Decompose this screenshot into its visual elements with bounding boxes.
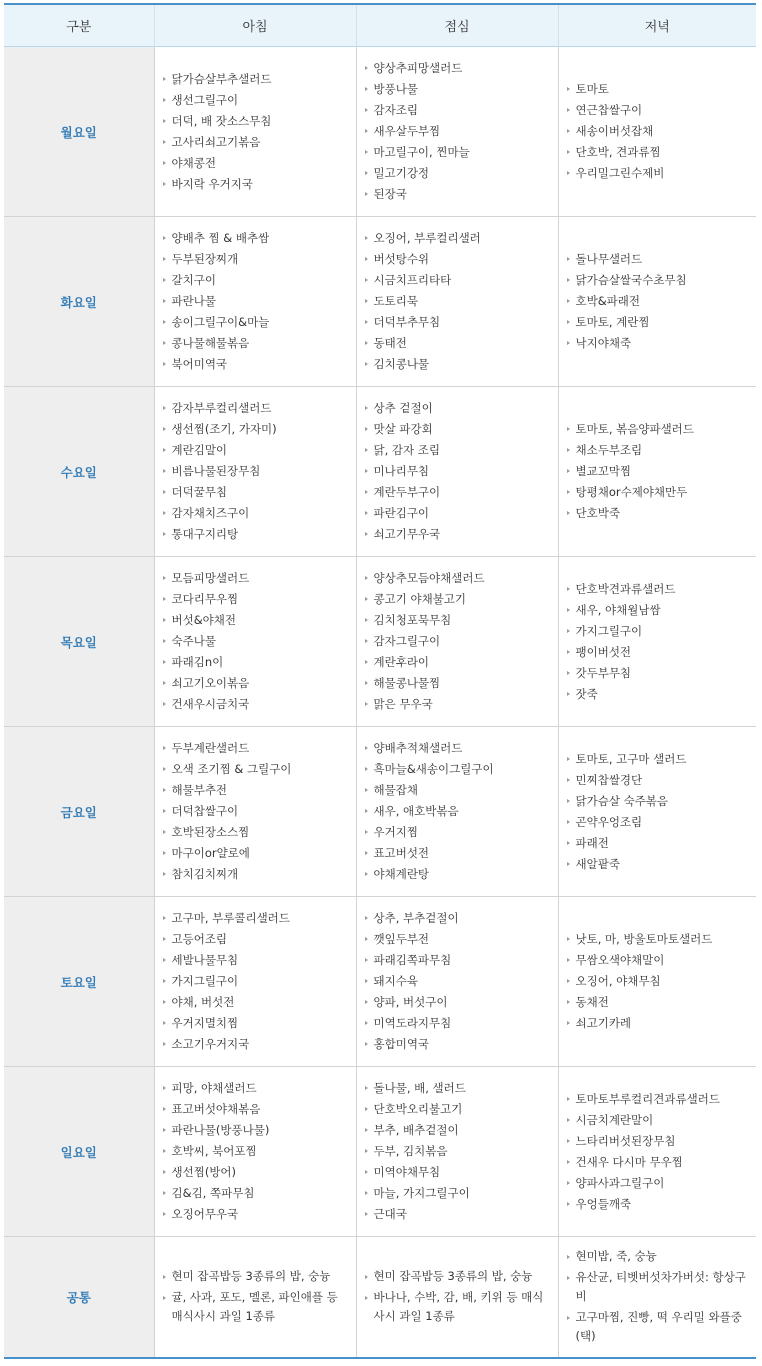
lunch-menu-list: [365, 1078, 554, 1225]
list-item: 동채전: [567, 992, 753, 1013]
list-item: 콩나물해물볶음: [163, 333, 352, 354]
list-item: 파래김쪽파무침: [365, 950, 554, 971]
list-item: 닭가슴살부추샐러드: [163, 69, 352, 90]
lunch-cell: [356, 1067, 558, 1237]
table-row-common: [4, 1237, 756, 1359]
list-item: 채소두부조림: [567, 440, 753, 461]
list-item: 별교꼬막찜: [567, 461, 753, 482]
list-item: 계란후라이: [365, 652, 554, 673]
list-item: 단호박, 견과류찜: [567, 142, 753, 163]
list-item: 파란김구이: [365, 503, 554, 524]
list-item: 야채계란탕: [365, 864, 554, 885]
day-label: 목요일: [4, 557, 154, 727]
dinner-cell: [558, 387, 756, 557]
list-item: 파란나물: [163, 291, 352, 312]
day-label: 월요일: [4, 47, 154, 217]
meal-plan-container: [4, 3, 756, 1359]
list-item: 닭가슴살쌀국수초무침: [567, 270, 753, 291]
list-item: 참치김치찌개: [163, 864, 352, 885]
list-item: 시금치계란말이: [567, 1110, 753, 1131]
list-item: 감자그릴구이: [365, 631, 554, 652]
list-item: 감자부루컬리샐러드: [163, 398, 352, 419]
breakfast-cell: [154, 47, 356, 217]
list-item: 동태전: [365, 333, 554, 354]
list-item: 버섯&야채전: [163, 610, 352, 631]
list-item: 양상추모듬야채샐러드: [365, 568, 554, 589]
header-breakfast: 아침: [154, 4, 356, 47]
list-item: 바지락 우거지국: [163, 174, 352, 195]
list-item: 깻잎두부전: [365, 929, 554, 950]
dinner-cell: [558, 897, 756, 1067]
breakfast-menu-list: [163, 738, 352, 885]
dinner-menu-list: [567, 579, 753, 705]
list-item: 감자조림: [365, 100, 554, 121]
list-item: 낫토, 마, 방울토마토샐러드: [567, 929, 753, 950]
list-item: 북어미역국: [163, 354, 352, 375]
lunch-menu-list: [365, 568, 554, 715]
list-item: 세발나물무침: [163, 950, 352, 971]
list-item: 김&김, 쪽파무침: [163, 1183, 352, 1204]
list-item: 새송이버섯잡채: [567, 121, 753, 142]
list-item: 마늘, 가지그릴구이: [365, 1183, 554, 1204]
list-item: 고등어조림: [163, 929, 352, 950]
list-item: 단호박견과류샐러드: [567, 579, 753, 600]
breakfast-menu-list: [163, 398, 352, 545]
dinner-menu-list: [567, 249, 753, 354]
list-item: 유산균, 티벳버섯차가버섯: 항상구비: [567, 1268, 753, 1306]
breakfast-menu-list: [163, 568, 352, 715]
list-item: 양파, 버섯구이: [365, 992, 554, 1013]
list-item: 야채, 버섯전: [163, 992, 352, 1013]
list-item: 갈치구이: [163, 270, 352, 291]
breakfast-menu-list: [163, 69, 352, 195]
table-row: [4, 1067, 756, 1237]
breakfast-cell: [154, 1237, 356, 1359]
day-label: 공통: [4, 1237, 154, 1359]
list-item: 무쌈오색야채말이: [567, 950, 753, 971]
list-item: 야채콩전: [163, 153, 352, 174]
breakfast-menu-list: [163, 228, 352, 375]
list-item: 돼지수육: [365, 971, 554, 992]
list-item: 콩고기 야채불고기: [365, 589, 554, 610]
list-item: 가지그릴구이: [567, 621, 753, 642]
list-item: 생선찜(방어): [163, 1162, 352, 1183]
list-item: 상추 겉절이: [365, 398, 554, 419]
list-item: 근대국: [365, 1204, 554, 1225]
list-item: 고구마찜, 진빵, 떡 우리밀 와플중(택): [567, 1308, 753, 1346]
breakfast-menu-list: [163, 908, 352, 1055]
list-item: 모듬피망샐러드: [163, 568, 352, 589]
lunch-menu-list: [365, 398, 554, 545]
list-item: 건새우시금치국: [163, 694, 352, 715]
list-item: 잣죽: [567, 684, 753, 705]
breakfast-menu-list: [163, 1267, 352, 1326]
list-item: 토마토, 볶음양파샐러드: [567, 419, 753, 440]
list-item: 오색 조기찜 & 그릴구이: [163, 759, 352, 780]
list-item: 된장국: [365, 184, 554, 205]
list-item: 양배추적채샐러드: [365, 738, 554, 759]
list-item: 파래김n이: [163, 652, 352, 673]
list-item: 버섯탕수위: [365, 249, 554, 270]
list-item: 밀고기강정: [365, 163, 554, 184]
list-item: 송이그릴구이&마늘: [163, 312, 352, 333]
list-item: 호박된장소스찜: [163, 822, 352, 843]
dinner-menu-list: [567, 419, 753, 524]
list-item: 돌나무샐러드: [567, 249, 753, 270]
list-item: 흑마늘&새송이그릴구이: [365, 759, 554, 780]
list-item: 돌나물, 배, 샐러드: [365, 1078, 554, 1099]
list-item: 낙지야채죽: [567, 333, 753, 354]
list-item: 맑은 무우국: [365, 694, 554, 715]
list-item: 비름나물된장무침: [163, 461, 352, 482]
table-body: [4, 47, 756, 1359]
dinner-cell: [558, 1067, 756, 1237]
list-item: 양배추 찜 & 배추쌈: [163, 228, 352, 249]
dinner-cell: [558, 47, 756, 217]
list-item: 파란나물(방풍나물): [163, 1120, 352, 1141]
list-item: 더덕부추무침: [365, 312, 554, 333]
dinner-cell: [558, 557, 756, 727]
header-day: 구분: [4, 4, 154, 47]
list-item: 탕평채or수제야채만두: [567, 482, 753, 503]
list-item: 현미 잡곡밥등 3종류의 밥, 숭늉: [163, 1267, 352, 1286]
list-item: 토마토, 고구마 샐러드: [567, 749, 753, 770]
list-item: 더덕, 배 잣소스무침: [163, 111, 352, 132]
list-item: 방풍나물: [365, 79, 554, 100]
breakfast-cell: [154, 727, 356, 897]
list-item: 건새우 다시마 무우찜: [567, 1152, 753, 1173]
list-item: 시금치프리타타: [365, 270, 554, 291]
list-item: 피망, 야채샐러드: [163, 1078, 352, 1099]
list-item: 팽이버섯전: [567, 642, 753, 663]
day-label: 화요일: [4, 217, 154, 387]
list-item: 더덕꿀무침: [163, 482, 352, 503]
list-item: 쇠고기카레: [567, 1013, 753, 1034]
lunch-cell: [356, 387, 558, 557]
list-item: 고구마, 부루콜리샐러드: [163, 908, 352, 929]
list-item: 소고기우거지국: [163, 1034, 352, 1055]
list-item: 김치청포묵무침: [365, 610, 554, 631]
list-item: 파래전: [567, 833, 753, 854]
day-label: 금요일: [4, 727, 154, 897]
list-item: 우리밀그린수제비: [567, 163, 753, 184]
list-item: 현미 잡곡밥등 3종류의 밥, 숭늉: [365, 1267, 554, 1286]
list-item: 현미밥, 죽, 숭늉: [567, 1247, 753, 1266]
list-item: 닭, 감자 조림: [365, 440, 554, 461]
list-item: 새우, 야채월남쌈: [567, 600, 753, 621]
list-item: 표고버섯야채볶음: [163, 1099, 352, 1120]
dinner-cell: [558, 217, 756, 387]
list-item: 토마토: [567, 79, 753, 100]
list-item: 계란김말이: [163, 440, 352, 461]
lunch-cell: [356, 1237, 558, 1359]
header-lunch: 점심: [356, 4, 558, 47]
dinner-menu-list: [567, 1247, 753, 1346]
table-row: [4, 47, 756, 217]
table-row: [4, 387, 756, 557]
lunch-menu-list: [365, 738, 554, 885]
list-item: 새우, 애호박볶음: [365, 801, 554, 822]
list-item: 김치콩나물: [365, 354, 554, 375]
dinner-cell: [558, 1237, 756, 1359]
list-item: 단호박죽: [567, 503, 753, 524]
dinner-menu-list: [567, 929, 753, 1034]
lunch-menu-list: [365, 908, 554, 1055]
list-item: 우엉들깨죽: [567, 1194, 753, 1215]
list-item: 숙주나물: [163, 631, 352, 652]
lunch-cell: [356, 557, 558, 727]
list-item: 고사리쇠고기볶음: [163, 132, 352, 153]
list-item: 두부, 김치볶음: [365, 1141, 554, 1162]
day-label: 수요일: [4, 387, 154, 557]
lunch-cell: [356, 47, 558, 217]
list-item: 바나나, 수박, 감, 배, 키위 등 매식사시 과일 1종류: [365, 1288, 554, 1326]
list-item: 토마토, 계란찜: [567, 312, 753, 333]
header-dinner: 저녁: [558, 4, 756, 47]
list-item: 홍합미역국: [365, 1034, 554, 1055]
table-row: [4, 727, 756, 897]
list-item: 계란두부구이: [365, 482, 554, 503]
table-row: [4, 217, 756, 387]
list-item: 생선찜(조기, 가자미): [163, 419, 352, 440]
list-item: 코다리무우찜: [163, 589, 352, 610]
list-item: 미역도라지무침: [365, 1013, 554, 1034]
breakfast-cell: [154, 387, 356, 557]
list-item: 토마토부루컬리견과류샐러드: [567, 1089, 753, 1110]
list-item: 오징어무우국: [163, 1204, 352, 1225]
list-item: 갓두부무침: [567, 663, 753, 684]
list-item: 양파사과그릴구이: [567, 1173, 753, 1194]
list-item: 양상추피망샐러드: [365, 58, 554, 79]
list-item: 해물콩나물찜: [365, 673, 554, 694]
breakfast-menu-list: [163, 1078, 352, 1225]
list-item: 새알팥죽: [567, 854, 753, 875]
lunch-menu-list: [365, 58, 554, 205]
lunch-cell: [356, 217, 558, 387]
weekly-meal-table: [4, 3, 756, 1359]
table-row: [4, 897, 756, 1067]
list-item: 두부된장찌개: [163, 249, 352, 270]
lunch-cell: [356, 897, 558, 1067]
lunch-menu-list: [365, 228, 554, 375]
dinner-cell: [558, 727, 756, 897]
breakfast-cell: [154, 897, 356, 1067]
list-item: 감자채치즈구이: [163, 503, 352, 524]
list-item: 맛살 파강회: [365, 419, 554, 440]
list-item: 통대구지리탕: [163, 524, 352, 545]
breakfast-cell: [154, 1067, 356, 1237]
lunch-cell: [356, 727, 558, 897]
list-item: 해물잡채: [365, 780, 554, 801]
list-item: 오징어, 야채무침: [567, 971, 753, 992]
day-label: 토요일: [4, 897, 154, 1067]
breakfast-cell: [154, 557, 356, 727]
list-item: 마고릴구이, 찐마늘: [365, 142, 554, 163]
list-item: 부추, 배추겉절이: [365, 1120, 554, 1141]
dinner-menu-list: [567, 1089, 753, 1215]
list-item: 가지그릴구이: [163, 971, 352, 992]
dinner-menu-list: [567, 79, 753, 184]
list-item: 쇠고기오이볶음: [163, 673, 352, 694]
list-item: 호박&파래전: [567, 291, 753, 312]
list-item: 우거지찜: [365, 822, 554, 843]
table-row: [4, 557, 756, 727]
list-item: 쇠고기무우국: [365, 524, 554, 545]
list-item: 느타리버섯된장무침: [567, 1131, 753, 1152]
list-item: 곤약우엉조림: [567, 812, 753, 833]
list-item: 오징어, 부루컬리샐러: [365, 228, 554, 249]
list-item: 두부계란샐러드: [163, 738, 352, 759]
list-item: 우거지멸치찜: [163, 1013, 352, 1034]
day-label: 일요일: [4, 1067, 154, 1237]
breakfast-cell: [154, 217, 356, 387]
list-item: 표고버섯전: [365, 843, 554, 864]
list-item: 연근찹쌀구이: [567, 100, 753, 121]
list-item: 도토리묵: [365, 291, 554, 312]
lunch-menu-list: [365, 1267, 554, 1326]
list-item: 민찌찹쌀경단: [567, 770, 753, 791]
list-item: 더덕찹쌀구이: [163, 801, 352, 822]
list-item: 생선그릴구이: [163, 90, 352, 111]
list-item: 닭가슴살 숙주볶음: [567, 791, 753, 812]
list-item: 해물부추전: [163, 780, 352, 801]
list-item: 호박씨, 북어포찜: [163, 1141, 352, 1162]
list-item: 상추, 부추겉절이: [365, 908, 554, 929]
list-item: 귤, 사과, 포도, 멜론, 파인애플 등 매식사시 과일 1종류: [163, 1288, 352, 1326]
dinner-menu-list: [567, 749, 753, 875]
list-item: 미역야채무침: [365, 1162, 554, 1183]
list-item: 새우살두부찜: [365, 121, 554, 142]
table-header-row: [4, 4, 756, 47]
list-item: 마구이or얄로에: [163, 843, 352, 864]
list-item: 단호박오리불고기: [365, 1099, 554, 1120]
list-item: 미나리무침: [365, 461, 554, 482]
